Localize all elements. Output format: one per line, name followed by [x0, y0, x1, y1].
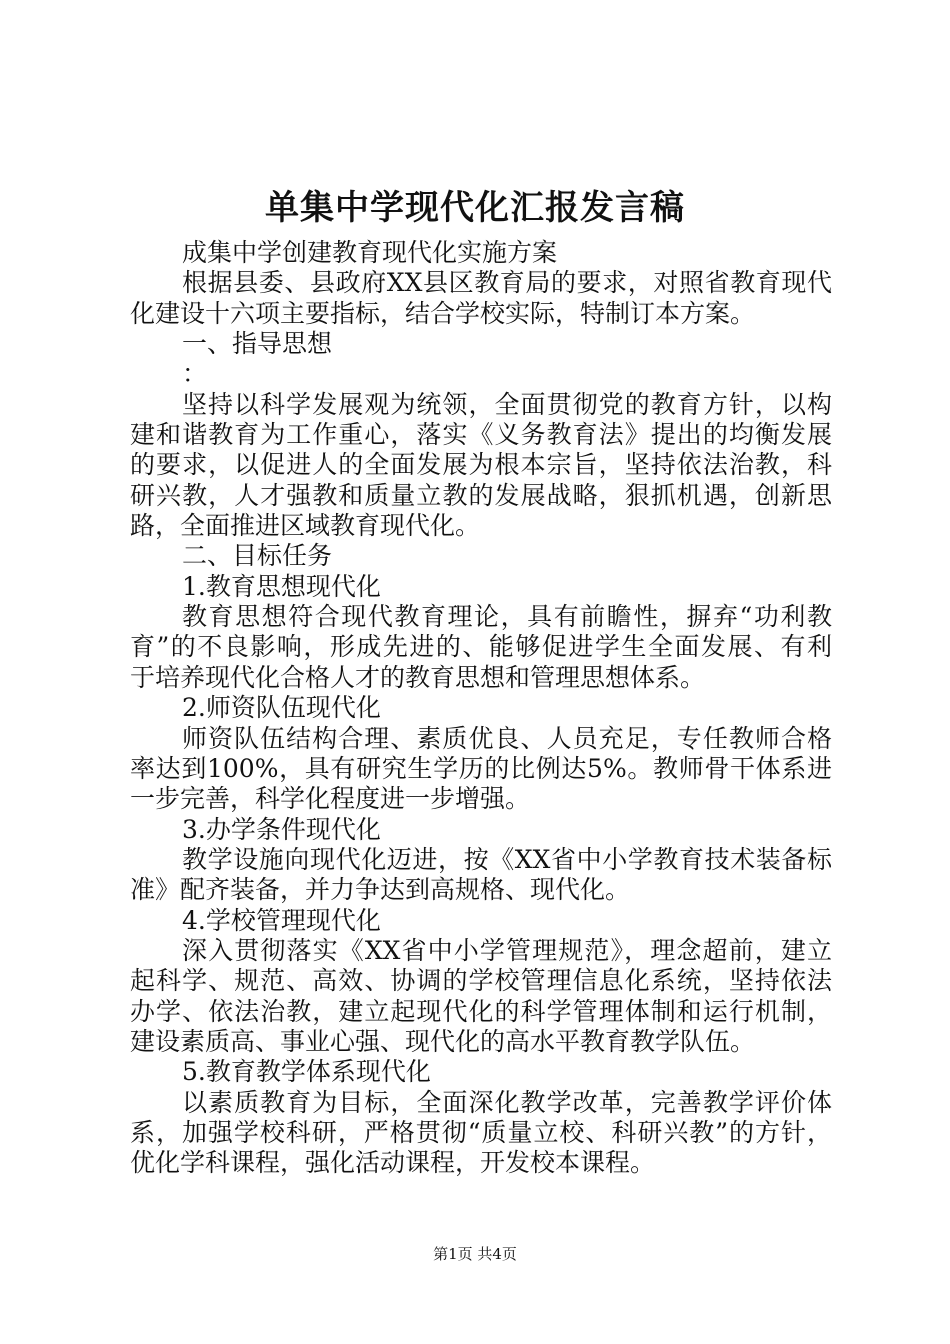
paragraph-line: 育”的不良影响，形成先进的、能够促进学生全面发展、有利 [130, 632, 832, 662]
page-footer: 第1页 共4页 [433, 1245, 517, 1263]
paragraph-line: 建设素质高、事业心强、现代化的高水平教育教学队伍。 [130, 1026, 756, 1056]
document-title: 单集中学现代化汇报发言稿 [265, 188, 685, 228]
paragraph-line: 起科学、规范、高效、协调的学校管理信息化系统，坚持依法 [130, 966, 832, 996]
document-body [130, 238, 832, 1179]
subsection-heading: 4.学校管理现代化 [182, 905, 381, 935]
subtitle-line: 成集中学创建教育现代化实施方案 [182, 238, 558, 267]
paragraph-line: 优化学科课程，强化活动课程，开发校本课程。 [130, 1148, 656, 1178]
paragraph-line: 根据县委、县政府XX县区教育局的要求，对照省教育现代 [182, 268, 832, 298]
paragraph-line: 教育思想符合现代教育理论，具有前瞻性，摒弃“功利教 [182, 602, 832, 632]
paragraph-line: 化建设十六项主要指标，结合学校实际，特制订本方案。 [130, 298, 756, 328]
subsection-heading: 5.教育教学体系现代化 [182, 1057, 431, 1087]
paragraph-line: 研兴教，人才强教和质量立教的发展战略，狠抓机遇，创新思 [130, 480, 832, 510]
subsection-heading: 1.教育思想现代化 [182, 571, 381, 601]
section-heading: 一、指导思想 [182, 329, 333, 359]
section-heading: 二、目标任务 [182, 541, 333, 571]
paragraph-line: 的要求，以促进人的全面发展为根本宗旨，坚持依法治教，科 [130, 450, 832, 480]
subsection-heading: 2.师资队伍现代化 [182, 693, 381, 723]
paragraph-line: 率达到100%，具有研究生学历的比例达5%。教师骨干体系进 [130, 753, 832, 783]
paragraph-line: 于培养现代化合格人才的教育思想和管理思想体系。 [130, 662, 706, 692]
paragraph-line: 系，加强学校科研，严格贯彻“质量立校、科研兴教”的方针， [130, 1117, 832, 1147]
paragraph-line: 深入贯彻落实《XX省中小学管理规范》，理念超前，建立 [182, 935, 832, 965]
paragraph-line: 教学设施向现代化迈进，按《XX省中小学教育技术装备标 [182, 844, 832, 874]
paragraph-line: 以素质教育为目标，全面深化教学改革，完善教学评价体 [182, 1087, 832, 1117]
paragraph-line: 坚持以科学发展观为统领，全面贯彻党的教育方针，以构 [182, 389, 832, 419]
paragraph-line: 师资队伍结构合理、素质优良、人员充足，专任教师合格 [182, 723, 832, 753]
paragraph-line: ： [182, 359, 208, 389]
paragraph-line: 准》配齐装备，并力争达到高规格、现代化。 [130, 875, 631, 905]
paragraph-line: 一步完善，科学化程度进一步增强。 [130, 784, 531, 814]
subsection-heading: 3.办学条件现代化 [182, 814, 381, 844]
paragraph-line: 办学、依法治教，建立起现代化的科学管理体制和运行机制， [130, 996, 832, 1026]
paragraph-line: 建和谐教育为工作重心，落实《义务教育法》提出的均衡发展 [130, 420, 832, 450]
paragraph-line: 路，全面推进区域教育现代化。 [130, 511, 481, 541]
